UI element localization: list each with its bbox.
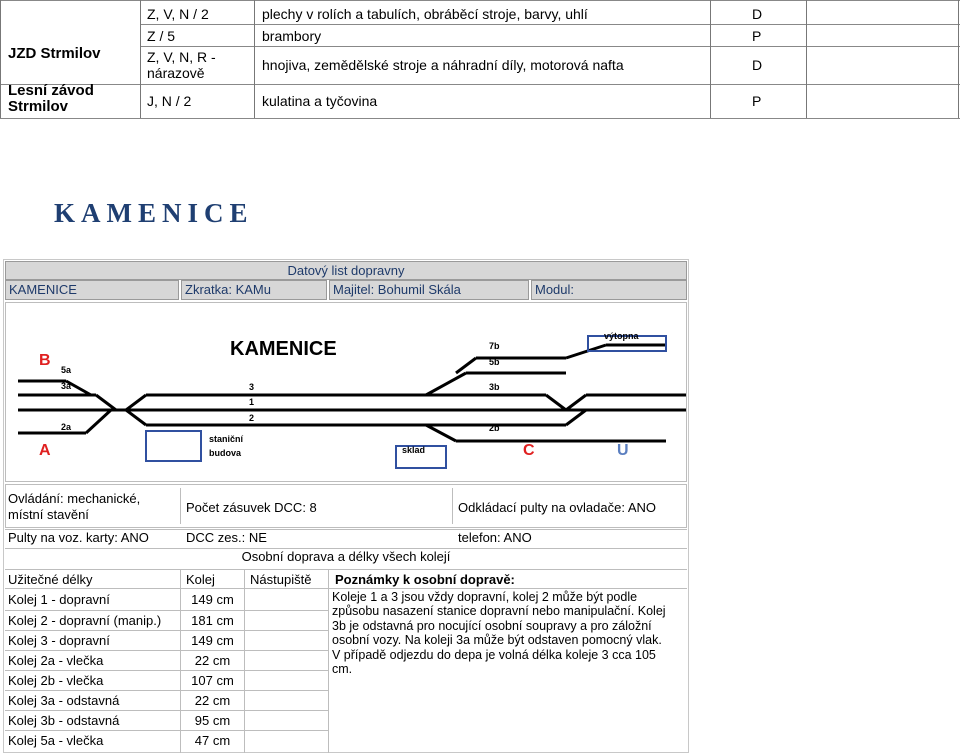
track-row-length: 95 cm [194,713,231,728]
label-vytopna: výtopna [604,331,639,341]
switch [96,395,116,410]
station-module: Modul: [535,282,575,297]
grid-line [5,569,687,570]
grid-line [958,0,959,118]
phone: telefon: ANO [458,530,532,545]
label-stanicni: staniční [209,434,244,444]
row-code: Z, V, N / 2 [147,6,209,22]
tracks [18,345,686,441]
row-goods: brambory [262,28,322,44]
track-row-name: Kolej 3 - dopravní [8,633,110,648]
station-name: KAMENICE [9,282,77,297]
page-title: KAMENICE [54,198,254,228]
label-2: 2 [249,413,255,423]
track-row-name: Kolej 5a - vlečka [8,733,104,748]
grid-line [5,650,328,651]
controller-holders: Odkládací pulty na ovladače: ANO [458,500,657,515]
grid-line [5,690,328,691]
label-2b: 2b [489,423,500,433]
track-row-length: 149 cm [191,633,234,648]
station-short: Zkratka: KAMu [185,282,271,297]
label-1: 1 [249,397,255,407]
grid-line [254,0,255,118]
row-goods: plechy v rolích a tabulích, obráběcí stroje, barvy, uhlí [262,6,588,22]
label-A: A [39,442,51,459]
track-row-length: 22 cm [194,693,231,708]
switch [546,395,566,410]
switch [126,410,146,425]
header-platform: Nástupiště [250,572,312,587]
row-code: Z / 5 [147,28,176,44]
track-row-length: 149 cm [191,592,234,607]
sheet-heading-box [5,261,687,280]
grid-line [0,0,960,1]
label-C: C [523,442,535,459]
card-desks: Pulty na voz. karty: ANO [8,530,149,545]
label-3b: 3b [489,382,500,392]
org-jzd: JZD Strmilov [8,45,101,62]
label-5b: 5b [489,357,500,367]
grid-line [452,488,453,524]
grid-line [180,488,181,524]
row-dir: D [752,6,763,22]
grid-line [0,0,1,118]
freight-table [0,0,960,120]
grid-line [5,630,328,631]
switch [426,425,456,441]
grid-line [806,0,807,118]
label-B: B [39,352,51,369]
grid-line [5,710,328,711]
grid-line [0,118,960,119]
short-box [181,280,327,300]
header-notes: Poznámky k osobní dopravě: [335,572,515,587]
label-3a: 3a [61,381,72,391]
track-row-name: Kolej 1 - dopravní [8,592,110,607]
row-dir: P [752,93,762,109]
track-row-name: Kolej 2 - dopravní (manip.) [8,613,162,628]
switch [456,358,476,373]
track-row-length: 181 cm [191,613,234,628]
switch [126,395,146,410]
grid-line [5,730,328,731]
dcc-boosters: DCC zes.: NE [186,530,267,545]
track-diagram-svg [6,303,686,481]
label-5a: 5a [61,365,72,375]
grid-line [5,610,328,611]
grid-line [140,46,960,47]
station-box [5,280,179,300]
switch [426,373,466,395]
passenger-notes: Koleje 1 a 3 jsou vždy dopravní, kolej 2 může být podle způsobu nasazení stanice dopravní nebo manipulační. Kolej 3b je odstavná pro nocující osobní soupravy a pro záložní osobní vozy. Na koleji 3a může být odstaven pomocný vlak. V případě odjezdu do depa je volná délka koleje 3 cca 105 cm. [332,590,666,677]
header-track: Kolej [186,572,215,587]
track-row-length: 22 cm [194,653,231,668]
track-row-length: 47 cm [194,733,231,748]
grid-line [140,0,141,118]
track-row-name: Kolej 3a - odstavná [8,693,120,708]
track-row-length: 107 cm [191,673,234,688]
label-U: U [617,442,629,459]
grid-line [0,84,960,85]
row-code: J, N / 2 [147,93,192,109]
track-row-name: Kolej 2b - vlečka [8,673,104,688]
grid-line [5,670,328,671]
module-box [531,280,687,300]
row-code: Z, V, N, R - nárazově [147,49,216,81]
label-7b: 7b [489,341,500,351]
track-diagram [5,302,687,482]
grid-line [140,24,960,25]
track-row-name: Kolej 2a - vlečka [8,653,104,668]
grid-line [5,588,687,589]
switch [86,410,111,433]
dcc-sockets: Počet zásuvek DCC: 8 [186,500,317,515]
owner-box [329,280,529,300]
sheet-heading: Datový list dopravny [287,263,405,278]
switch [566,410,586,425]
track-row-name: Kolej 3b - odstavná [8,713,120,728]
grid-line [244,569,245,753]
passenger-heading: Osobní doprava a délky všech kolejí [241,549,451,564]
label-sklad: sklad [402,445,426,455]
station-owner: Majitel: Bohumil Skála [333,282,461,297]
org-lesni: Lesní závod Strmilov [8,82,94,115]
row-dir: D [752,57,763,73]
grid-line [710,0,711,118]
control-type: Ovládání: mechanické, místní stavění [8,491,141,522]
grid-line [328,569,329,753]
label-3: 3 [249,382,255,392]
header-lengths: Užitečné délky [8,572,93,587]
row-goods: hnojiva, zemědělské stroje a náhradní díly, motorová nafta [262,57,624,73]
row-dir: P [752,28,762,44]
row-goods: kulatina a tyčovina [262,93,378,109]
label-2a: 2a [61,422,72,432]
station-building [146,431,201,461]
diagram-title: KAMENICE [230,338,337,360]
switch [566,395,586,410]
label-budova: budova [209,448,242,458]
